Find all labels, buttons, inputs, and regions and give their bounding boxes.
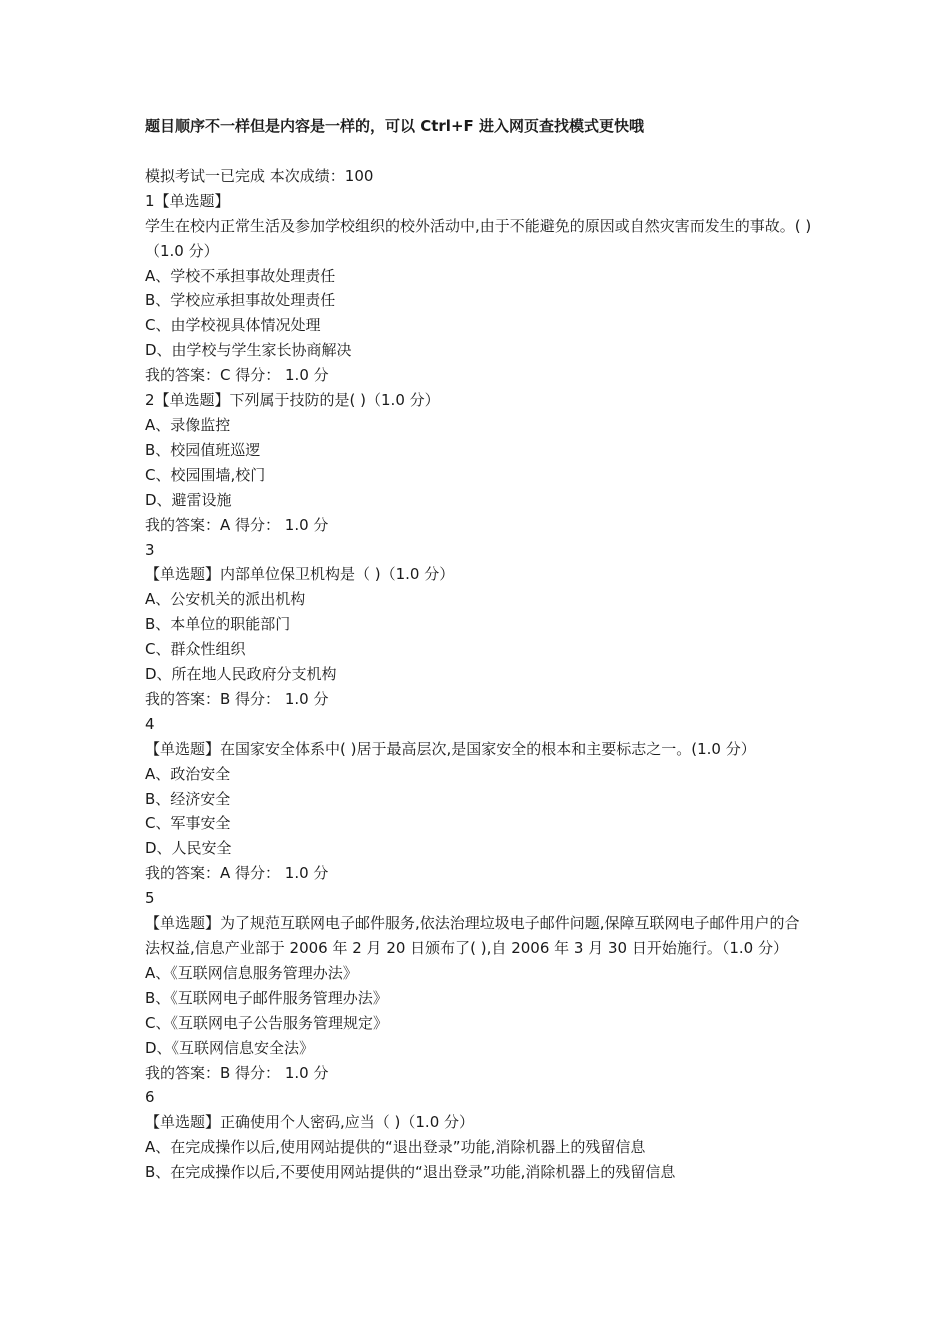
option: D、所在地人民政府分支机构 — [145, 665, 337, 684]
question-number: 3 — [145, 540, 155, 559]
option: D、《互联网信息安全法》 — [145, 1038, 315, 1057]
question-3 — [145, 538, 813, 712]
question-4 — [145, 712, 813, 886]
option: C、《互联网电子公告服务管理规定》 — [145, 1013, 388, 1032]
question-number: 5 — [145, 889, 155, 908]
option: C、校园围墙,校门 — [145, 465, 266, 484]
answer-line: 我的答案：A 得分： 1.0 分 — [145, 515, 329, 534]
document-headline: 题目顺序不一样但是内容是一样的，可以 Ctrl+F 进入网页查找模式更快哦 — [145, 117, 644, 135]
option: B、校园值班巡逻 — [145, 440, 261, 459]
option: A、公安机关的派出机构 — [145, 590, 306, 609]
question-number: 4 — [145, 714, 155, 733]
question-5 — [145, 886, 813, 1085]
option: A、在完成操作以后,使用网站提供的“退出登录”功能,消除机器上的残留信息 — [145, 1138, 646, 1157]
option: B、本单位的职能部门 — [145, 615, 291, 634]
answer-line: 我的答案：B 得分： 1.0 分 — [145, 1063, 329, 1082]
exam-status: 模拟考试一已完成 本次成绩：100 — [145, 166, 374, 185]
document-content — [145, 114, 813, 1185]
option: A、录像监控 — [145, 415, 231, 434]
option: B、学校应承担事故处理责任 — [145, 291, 336, 310]
option: D、避雷设施 — [145, 490, 232, 509]
question-number: 6 — [145, 1088, 155, 1107]
question-text: 学生在校内正常生活及参加学校组织的校外活动中,由于不能避免的原因或自然灾害而发生的事故。( )（1.0 分） — [145, 216, 812, 260]
option: D、人民安全 — [145, 839, 232, 858]
question-header: 2【单选题】下列属于技防的是( )（1.0 分） — [145, 391, 440, 410]
option: B、在完成操作以后,不要使用网站提供的“退出登录”功能,消除机器上的残留信息 — [145, 1163, 676, 1182]
question-6 — [145, 1085, 813, 1185]
option: C、群众性组织 — [145, 640, 246, 659]
question-text: 【单选题】为了规范互联网电子邮件服务,依法治理垃圾电子邮件问题,保障互联网电子邮件用户的合法权益,信息产业部于 2006 年 2 月 20 日颁布了( ),自 2006 年 3 月 30 日开始施行。（1.0 分） — [145, 914, 800, 957]
option: D、由学校与学生家长协商解决 — [145, 341, 352, 360]
question-header: 1【单选题】 — [145, 191, 230, 210]
question-text: 【单选题】内部单位保卫机构是（ )（1.0 分） — [145, 565, 455, 584]
question-2 — [145, 388, 813, 537]
answer-line: 我的答案：C 得分： 1.0 分 — [145, 366, 329, 385]
option: A、政治安全 — [145, 764, 231, 783]
question-text: 【单选题】在国家安全体系中( )居于最高层次,是国家安全的根本和主要标志之一。(1.0 分） — [145, 739, 756, 758]
option: A、学校不承担事故处理责任 — [145, 266, 336, 285]
answer-line: 我的答案：B 得分： 1.0 分 — [145, 689, 329, 708]
question-text: 【单选题】正确使用个人密码,应当（ )（1.0 分） — [145, 1113, 475, 1132]
question-1 — [145, 189, 813, 388]
answer-line: 我的答案：A 得分： 1.0 分 — [145, 864, 329, 883]
option: C、军事安全 — [145, 814, 231, 833]
option: C、由学校视具体情况处理 — [145, 316, 321, 335]
option: A、《互联网信息服务管理办法》 — [145, 963, 358, 982]
option: B、经济安全 — [145, 789, 231, 808]
option: B、《互联网电子邮件服务管理办法》 — [145, 988, 388, 1007]
